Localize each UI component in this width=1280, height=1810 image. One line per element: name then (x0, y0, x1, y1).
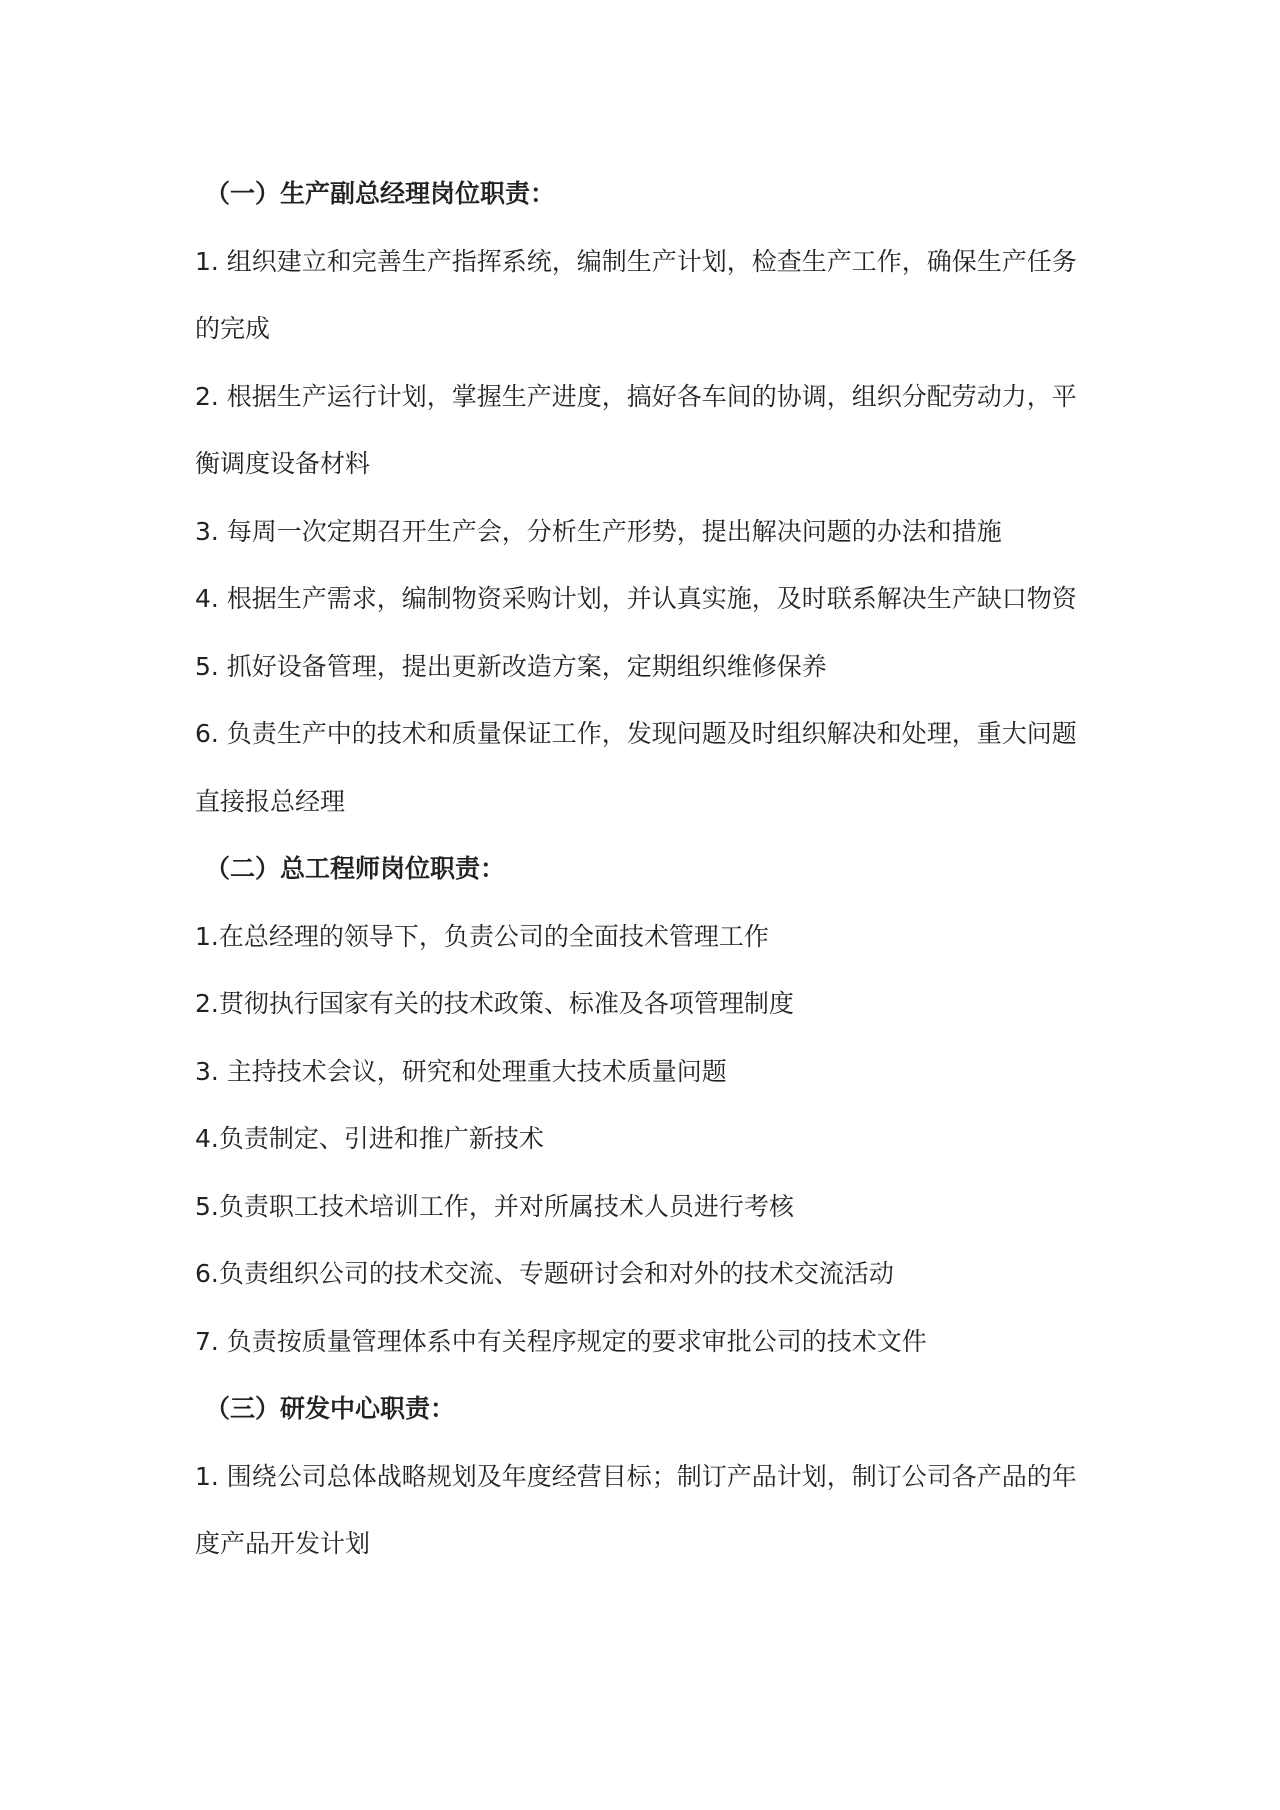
list-item: 5. 抓好设备管理，提出更新改造方案，定期组织维修保养 (195, 651, 827, 681)
list-item: 3. 主持技术会议，研究和处理重大技术质量问题 (195, 1056, 727, 1086)
list-item: 1. 围绕公司总体战略规划及年度经营目标；制订产品计划，制订公司各产品的年度产品开发计划 (195, 1461, 1077, 1558)
list-item: 7. 负责按质量管理体系中有关程序规定的要求审批公司的技术文件 (195, 1326, 927, 1356)
list-item: 4.负责制定、引进和推广新技术 (195, 1124, 544, 1153)
section-heading-chief-engineer: （二）总工程师岗位职责： (205, 854, 506, 883)
list-item: 1.在总经理的领导下，负责公司的全面技术管理工作 (195, 921, 769, 951)
list-item: 5.负责职工技术培训工作，并对所属技术人员进行考核 (195, 1191, 794, 1221)
section-heading-rd-center: （三）研发中心职责： (205, 1394, 456, 1423)
list-item: 4. 根据生产需求，编制物资采购计划，并认真实施，及时联系解决生产缺口物资 (195, 584, 1077, 613)
list-item: 6.负责组织公司的技术交流、专题研讨会和对外的技术交流活动 (195, 1259, 894, 1288)
list-item: 2.贯彻执行国家有关的技术政策、标准及各项管理制度 (195, 989, 794, 1018)
list-item: 6. 负责生产中的技术和质量保证工作，发现问题及时组织解决和处理，重大问题直接报总经理 (195, 719, 1077, 816)
document-body (195, 160, 1095, 1578)
list-item: 1. 组织建立和完善生产指挥系统，编制生产计划，检查生产工作，确保生产任务的完成 (195, 246, 1077, 343)
section-heading-production-vp: （一）生产副总经理岗位职责： (205, 179, 556, 208)
list-item: 2. 根据生产运行计划，掌握生产进度，搞好各车间的协调，组织分配劳动力，平衡调度设备材料 (195, 381, 1077, 478)
list-item: 3. 每周一次定期召开生产会，分析生产形势，提出解决问题的办法和措施 (195, 516, 1002, 546)
